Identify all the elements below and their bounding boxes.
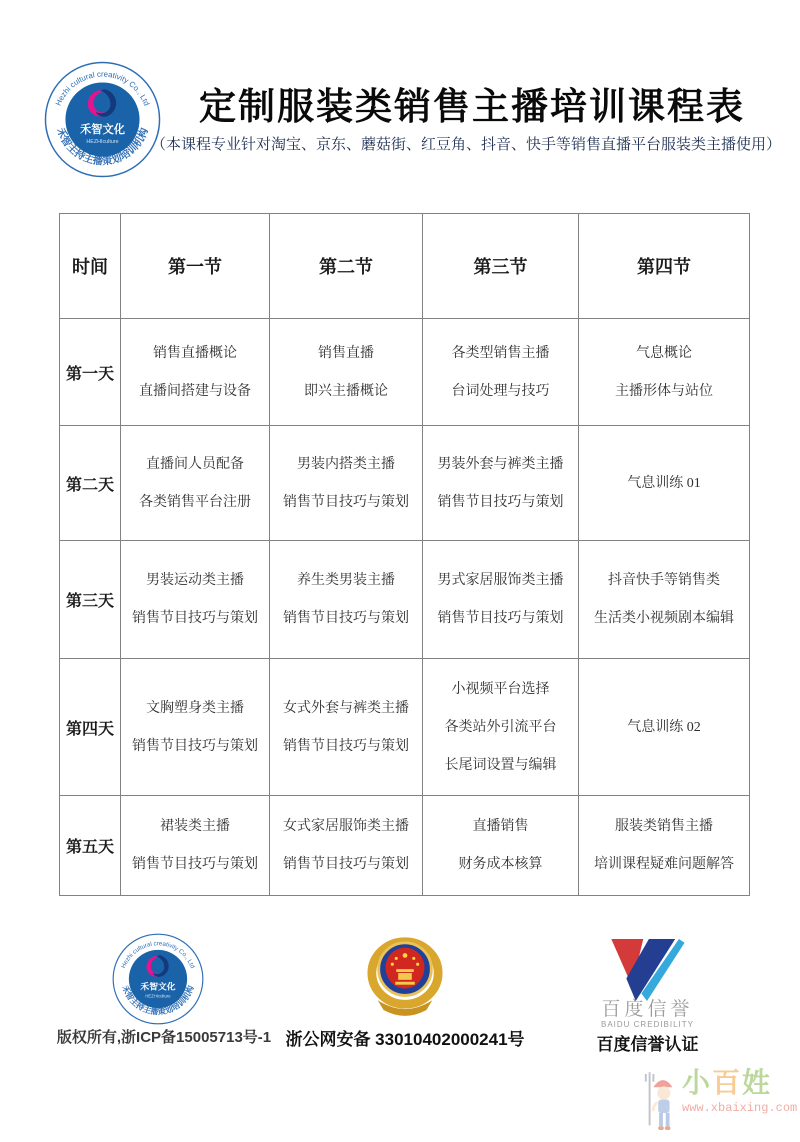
course-cell [121,426,270,541]
hezhi-company-logo [44,61,161,178]
police-badge-icon [366,927,444,1019]
watermark-title: 小百姓 [682,1067,773,1098]
course-cell [270,796,423,896]
course-line: 即兴主播概论 [304,383,388,399]
course-cell [121,659,270,796]
course-line: 长尾词设置与编辑 [444,757,557,773]
course-cell [270,659,423,796]
day-label: 第四天 [60,659,121,796]
course-cell [270,426,423,541]
course-line: 主播形体与站位 [615,383,713,399]
course-cell [121,796,270,896]
course-line: 销售节目技巧与策划 [283,857,409,872]
day-label: 第三天 [60,541,121,659]
baidu-credibility-label-en: BAIDU CREDIBILITY [600,1020,694,1029]
course-line: 男装外套与裤类主播 [437,456,564,472]
day-label: 第五天 [60,796,121,896]
course-line: 各类站外引流平台 [444,719,557,735]
table-row [60,659,750,796]
course-line: 销售直播概论 [153,345,237,361]
course-line: 销售节目技巧与策划 [437,494,564,510]
course-cell [423,796,579,896]
course-line: 养生类男装主播 [297,573,395,588]
course-cell [579,659,750,796]
course-line: 直播间搭建与设备 [139,383,251,399]
course-line: 销售节目技巧与策划 [132,857,258,872]
police-record-text: 浙公网安备 33010402000241号 [285,1030,525,1049]
course-line: 气息训练 02 [627,719,701,735]
course-line: 男式家居服饰类主播 [437,573,564,588]
course-cell [579,541,750,659]
course-line: 销售节目技巧与策划 [283,494,409,510]
course-schedule-table [59,213,750,896]
day-label: 第二天 [60,426,121,541]
course-cell [423,319,579,426]
page-title: 定制服装类销售主播培训课程表 [199,86,745,127]
course-line: 台词处理与技巧 [451,383,550,399]
icp-copyright-text: 版权所有,浙ICP备15005713号-1 [56,1029,272,1046]
course-line: 气息概论 [636,345,692,361]
course-cell [579,796,750,896]
column-header-3: 第三节 [423,214,579,319]
course-line: 女式外套与裤类主播 [283,700,409,716]
course-line: 销售节目技巧与策划 [283,738,409,754]
course-line: 男装运动类主播 [146,573,244,588]
column-header-1: 第一节 [121,214,270,319]
course-cell [270,541,423,659]
course-cell [579,426,750,541]
course-cell [423,426,579,541]
baidu-credibility-icon [608,939,686,1001]
course-line: 销售节目技巧与策划 [132,738,258,754]
course-line: 销售节目技巧与策划 [132,611,258,626]
course-line: 男装内搭类主播 [297,456,395,472]
course-cell [121,541,270,659]
course-line: 销售节目技巧与策划 [437,611,564,626]
page-subtitle: （本课程专业针对淘宝、京东、蘑菇街、红豆角、抖音、快手等销售直播平台服装类主播使用） [150,137,781,153]
course-line: 文胸塑身类主播 [146,700,244,716]
table-row [60,796,750,896]
course-line: 各类型销售主播 [451,345,550,361]
hezhi-company-logo-footer [112,933,204,1025]
course-line: 女式家居服饰类主播 [283,819,409,834]
table-header-row [60,214,750,319]
watermark-url: www.xbaixing.com [682,1101,798,1115]
course-line: 销售直播 [318,345,374,361]
course-cell [579,319,750,426]
table-row [60,541,750,659]
course-line: 气息训练 01 [627,475,701,491]
course-line: 抖音快手等销售类 [608,573,720,588]
table-row [60,426,750,541]
site-watermark [642,1066,800,1142]
course-line: 培训课程疑难问题解答 [594,857,734,872]
course-cell [423,659,579,796]
table-row [60,319,750,426]
course-line: 直播间人员配备 [146,456,244,472]
farmer-mascot-icon [642,1072,680,1133]
baidu-credibility-label-cn: 百度信誉 [601,999,694,1020]
course-cell [121,319,270,426]
course-line: 直播销售 [472,819,529,834]
course-line: 裙装类主播 [160,819,230,834]
course-cell [270,319,423,426]
baidu-cert-text: 百度信誉认证 [596,1035,699,1054]
course-line: 销售节目技巧与策划 [283,611,409,626]
day-label: 第一天 [60,319,121,426]
course-cell [423,541,579,659]
course-line: 生活类小视频剧本编辑 [594,611,734,626]
course-line: 小视频平台选择 [451,681,550,697]
course-line: 各类销售平台注册 [139,494,251,510]
course-line: 服装类销售主播 [615,819,713,834]
column-header-4: 第四节 [579,214,750,319]
column-header-0: 时间 [60,214,121,319]
column-header-2: 第二节 [270,214,423,319]
course-line: 财务成本核算 [458,857,543,872]
